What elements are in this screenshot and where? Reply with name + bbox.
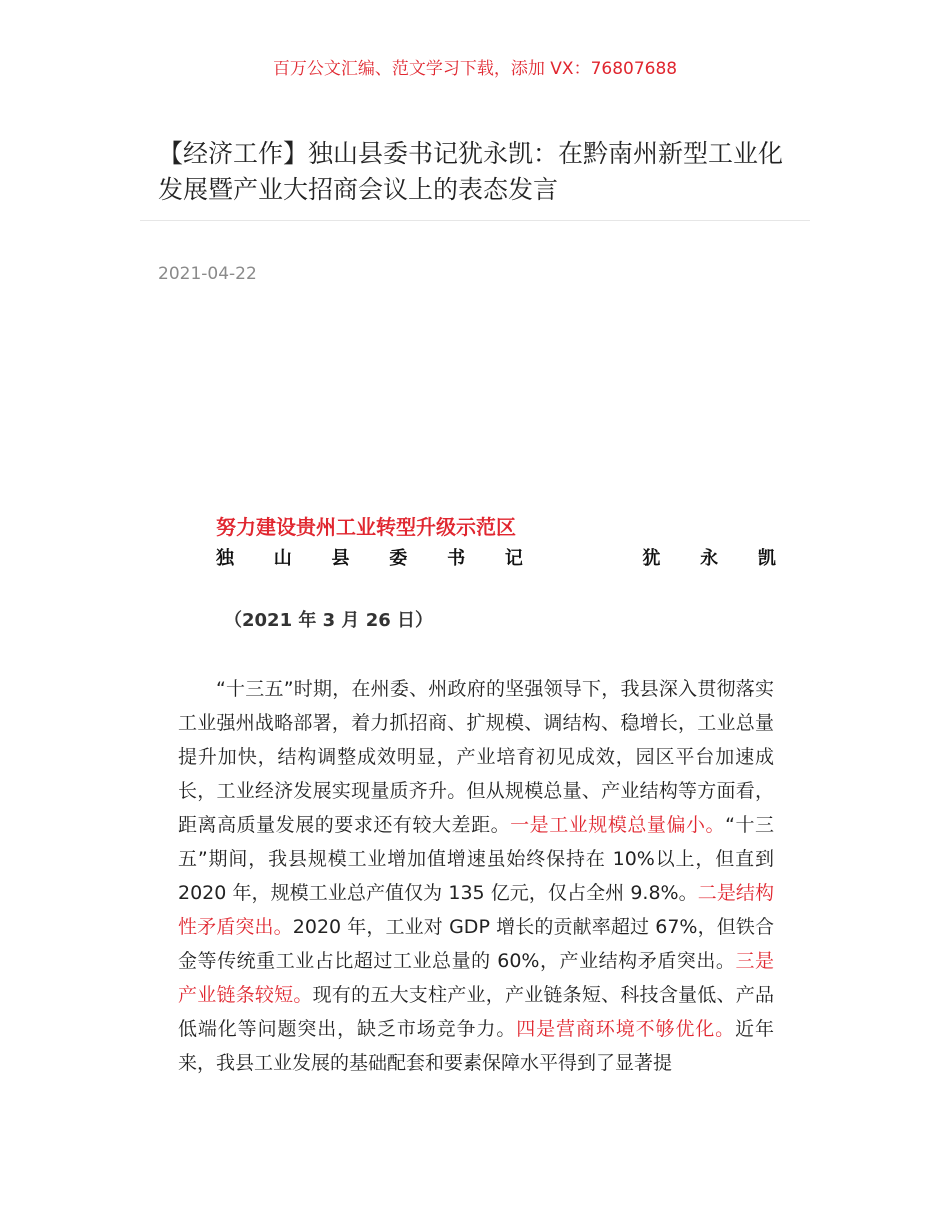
- body-text-segment: “十三五”期间，我县规模工业增加值增速虽始终保持在 10%以上，但直到 2020 年，规模工业总产值仅为 135 亿元，仅占全州 9.8%。: [178, 814, 774, 904]
- author-char: 委: [389, 548, 408, 569]
- publish-date: 2021-04-22: [158, 264, 257, 284]
- highlight-point-2: 二是结构性矛盾突出。: [178, 882, 774, 938]
- title-divider: [140, 220, 810, 221]
- author-char: 独: [216, 548, 234, 569]
- speech-subtitle: 努力建设贵州工业转型升级示范区: [216, 515, 516, 539]
- speech-author: [216, 546, 776, 572]
- author-char: 永: [700, 548, 719, 569]
- author-char: 书: [447, 548, 466, 569]
- speech-date: （2021 年 3 月 26 日）: [224, 610, 434, 631]
- body-paragraph: [178, 672, 774, 1080]
- author-char: 记: [504, 548, 523, 569]
- body-text-segment: “十三五”时期，在州委、州政府的坚强领导下，我县深入贯彻落实工业强州战略部署，着力抓招商、扩规模、调结构、稳增长，工业总量提升加快，结构调整成效明显，产业培育初见成效，园区平台加速成长，工业经济发展实现量质齐升。但从规模总量、产业结构等方面看，距离高质量发展的要求还有较大差距。: [178, 678, 774, 836]
- download-banner: 百万公文汇编、范文学习下载，添加 VX：76807688: [272, 59, 678, 79]
- body-text-segment: 近年来，我县工业发展的基础配套和要素保障水平得到了显著提: [178, 1018, 774, 1074]
- author-char: 凯: [757, 548, 776, 569]
- highlight-point-4: 四是营商环境不够优化。: [516, 1018, 736, 1040]
- author-char: 犹: [642, 548, 661, 569]
- highlight-point-3: 三是产业链条较短。: [178, 950, 774, 1006]
- body-text-segment: 2020 年，工业对 GDP 增长的贡献率超过 67%，但铁合金等传统重工业占比超过工业总量的 60%，产业结构矛盾突出。: [178, 916, 774, 972]
- body-text-segment: 现有的五大支柱产业，产业链条短、科技含量低、产品低端化等问题突出，缺乏市场竞争力。: [178, 984, 774, 1040]
- article-title: 【经济工作】独山县委书记犹永凯：在黔南州新型工业化发展暨产业大招商会议上的表态发言: [158, 139, 784, 204]
- author-char: 县: [331, 548, 350, 569]
- author-gap: [563, 546, 603, 572]
- author-char: 山: [273, 548, 292, 569]
- highlight-point-1: 一是工业规模总量偏小。: [510, 814, 726, 836]
